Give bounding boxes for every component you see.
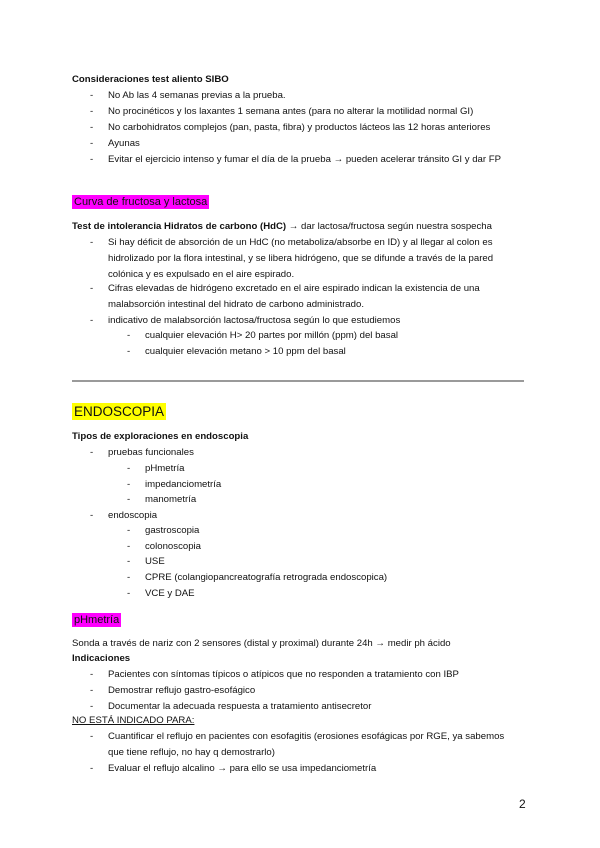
endoscopia-group: endoscopia [108, 510, 158, 521]
phmetria-title-text: pHmetría [74, 614, 120, 626]
curva-intro-bold: Test de intolerancia Hidratos de carbono (HdC) [72, 221, 287, 232]
bullet-dash: - [90, 510, 94, 521]
endoscopia-subitem: manometría [145, 494, 197, 505]
phmetria-no-item-line: Evaluar el reflujo alcalino → para ello se usa impedanciometría [108, 763, 377, 774]
curva-subitem: cualquier elevación metano > 10 ppm del basal [145, 346, 346, 357]
endoscopia-subitem: CPRE (colangiopancreatografía retrograda endoscopica) [145, 572, 388, 583]
bullet-dash: - [127, 541, 131, 552]
phmetria-no-item-line: que tiene reflujo, no hay q demostrarlo) [108, 747, 275, 758]
curva-intro [72, 219, 492, 235]
bullet-dash: - [90, 237, 94, 248]
endoscopia-heading: Tipos de exploraciones en endoscopia [72, 431, 249, 442]
sibo-heading: Consideraciones test aliento SIBO [72, 74, 229, 85]
bullet-dash: - [90, 447, 94, 458]
bullet-dash: - [127, 494, 131, 505]
sibo-item: No procinéticos y los laxantes 1 semana antes (para no alterar la motilidad normal GI) [108, 106, 474, 117]
bullet-dash: - [127, 330, 131, 341]
bullet-dash: - [90, 283, 94, 294]
curva-subitem: cualquier elevación H> 20 partes por millón (ppm) del basal [145, 330, 399, 341]
bullet-dash: - [90, 90, 94, 101]
endoscopia-subitem: VCE y DAE [145, 588, 195, 599]
sibo-item: Ayunas [108, 138, 140, 149]
curva-item-line: indicativo de malabsorción lactosa/fructosa según lo que estudiemos [108, 315, 401, 326]
sibo-item: No carbohidratos complejos (pan, pasta, fibra) y productos lácteos las 12 horas anteriores [108, 122, 491, 133]
sibo-item: Evitar el ejercicio intenso y fumar el día de la prueba → pueden acelerar tránsito GI y dar FP [108, 154, 502, 165]
horizontal-rule [72, 380, 524, 382]
bullet-dash: - [90, 106, 94, 117]
endoscopia-subitem: impedanciometría [145, 479, 222, 490]
endoscopia-subitem: pHmetría [145, 463, 185, 474]
bullet-dash: - [90, 315, 94, 326]
curva-intro-rest: → dar lactosa/fructosa según nuestra sospecha [286, 221, 492, 232]
endoscopia-subitem: gastroscopia [145, 525, 200, 536]
phmetria-indic-heading: Indicaciones [72, 653, 131, 664]
sibo-item: No Ab las 4 semanas previas a la prueba. [108, 90, 286, 101]
bullet-dash: - [90, 669, 94, 680]
bullet-dash: - [90, 701, 94, 712]
bullet-dash: - [127, 572, 131, 583]
bullet-dash: - [90, 763, 94, 774]
phmetria-desc: Sonda a través de nariz con 2 sensores (distal y proximal) durante 24h → medir ph ácido [72, 638, 451, 649]
curva-title-text: Curva de fructosa y lactosa [74, 196, 208, 208]
endoscopia-subitem: colonoscopia [145, 541, 202, 552]
bullet-dash: - [90, 731, 94, 742]
phmetria-indic-item: Demostrar reflujo gastro-esofágico [108, 685, 256, 696]
bullet-dash: - [127, 525, 131, 536]
curva-item-line: Si hay déficit de absorción de un HdC (no metaboliza/absorbe en ID) y al llegar al colon es [108, 237, 493, 248]
phmetria-no-indic-heading: NO ESTÁ INDICADO PARA: [72, 715, 195, 726]
bullet-dash: - [90, 138, 94, 149]
phmetria-no-item-line: Cuantificar el reflujo en pacientes con esofagitis (erosiones esofágicas por RGE, ya sabemos [108, 731, 505, 742]
bullet-dash: - [127, 556, 131, 567]
curva-item-line: hidrolizado por la flora intestinal, y se libera hidrógeno, que se difunde a través de la pared [108, 253, 494, 264]
curva-title [72, 195, 209, 211]
endoscopia-title [72, 404, 166, 420]
bullet-dash: - [127, 588, 131, 599]
phmetria-title [72, 613, 121, 629]
endoscopia-title-text: ENDOSCOPIA [74, 404, 165, 419]
curva-item-line: Cifras elevadas de hidrógeno excretado en el aire espirado indican la existencia de una [108, 283, 480, 294]
phmetria-indic-item: Pacientes con síntomas típicos o atípicos que no responden a tratamiento con IBP [108, 669, 459, 680]
bullet-dash: - [90, 685, 94, 696]
endoscopia-group: pruebas funcionales [108, 447, 194, 458]
page-number: 2 [519, 797, 526, 811]
bullet-dash: - [127, 346, 131, 357]
bullet-dash: - [90, 122, 94, 133]
bullet-dash: - [127, 479, 131, 490]
phmetria-indic-item: Documentar la adecuada respuesta a tratamiento antisecretor [108, 701, 372, 712]
bullet-dash: - [127, 463, 131, 474]
curva-item-line: colónica y es expulsado en el aire espirado. [108, 269, 295, 280]
bullet-dash: - [90, 154, 94, 165]
curva-item-line: malabsorción intestinal del hidrato de carbono administrado. [108, 299, 364, 310]
endoscopia-subitem: USE [145, 556, 165, 567]
